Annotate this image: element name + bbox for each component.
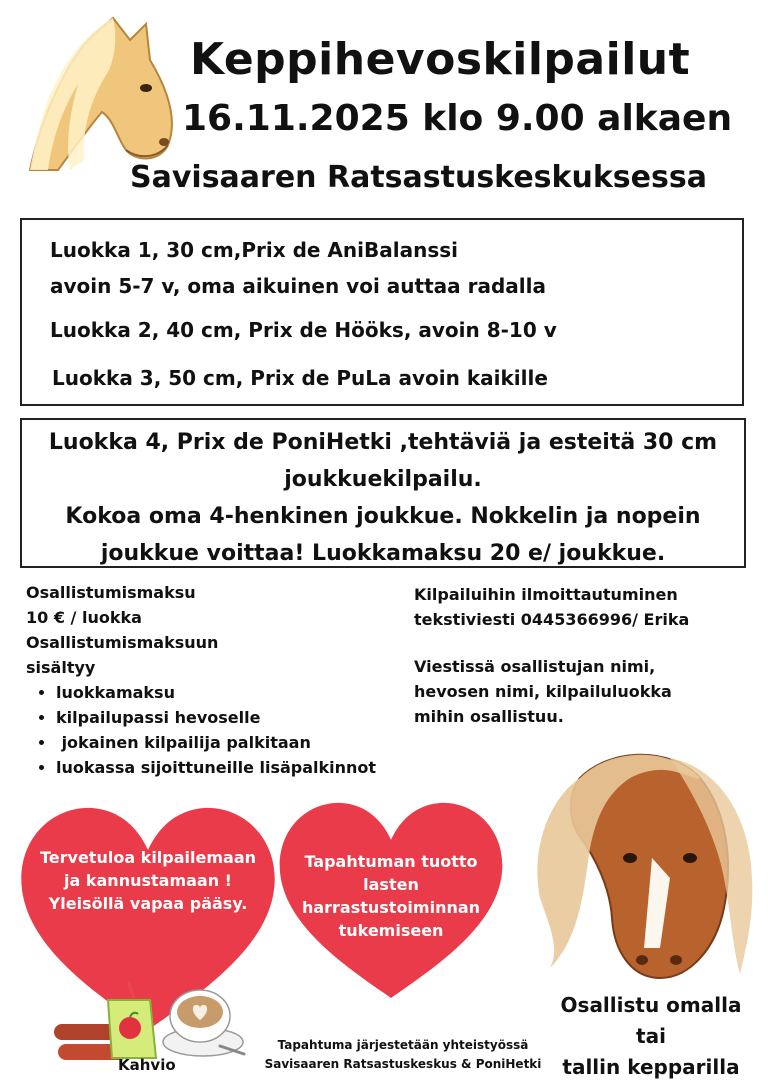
organizers-line-1: Tapahtuma järjestetään yhteistyössä xyxy=(277,1038,529,1052)
team-class-line-4: joukkue voittaa! Luokkamaksu 20 e/ joukkue. xyxy=(100,541,666,566)
list-item: • luokkamaksu xyxy=(56,680,396,705)
chestnut-horse-head-icon xyxy=(520,738,760,983)
join-note xyxy=(556,990,746,1083)
registration-section xyxy=(414,582,744,729)
list-item: • jokainen kilpailija palkitaan xyxy=(56,730,396,755)
registration-line-4: hevosen nimi, kilpailuluokka xyxy=(414,682,672,701)
palomino-horse-head-icon xyxy=(18,10,188,180)
heart-proceeds-line-2: lasten xyxy=(363,875,419,894)
registration-line-1: Kilpailuihin ilmoittautuminen xyxy=(414,585,678,604)
join-line-1: Osallistu omalla xyxy=(560,993,742,1017)
heart-proceeds-text xyxy=(268,850,514,942)
fees-amount: 10 € / luokka xyxy=(26,608,142,627)
cafe-label: Kahvio xyxy=(118,1056,176,1074)
list-item: • luokassa sijoittuneille lisäpalkinnot xyxy=(56,755,396,780)
fees-includes-2: sisältyy xyxy=(26,658,96,677)
class-2-line: Luokka 2, 40 cm, Prix de Hööks, avoin 8-10 v xyxy=(50,318,557,342)
heart-proceeds-line-1: Tapahtuman tuotto xyxy=(304,852,478,871)
join-line-2: tai xyxy=(636,1024,666,1048)
juice-box-icon xyxy=(100,982,162,1062)
team-class-line-3: Kokoa oma 4-henkinen joukkue. Nokkelin ja nopein xyxy=(65,504,701,529)
coffee-cup-icon xyxy=(160,976,246,1062)
class-3-line: Luokka 3, 50 cm, Prix de PuLa avoin kaikille xyxy=(52,366,548,390)
heart-welcome-line-3: Yleisöllä vapaa pääsy. xyxy=(48,894,248,913)
fees-section xyxy=(26,580,396,780)
heart-proceeds-line-3: harrastustoiminnan xyxy=(301,898,481,917)
list-item: • kilpailupassi hevoselle xyxy=(56,705,396,730)
join-line-3: tallin kepparilla xyxy=(562,1055,740,1079)
organizers-line-2: Savisaaren Ratsastuskeskus & PoniHetki xyxy=(264,1057,542,1071)
heart-welcome-text xyxy=(8,846,288,915)
event-venue: Savisaaren Ratsastuskeskuksessa xyxy=(130,160,707,195)
classes-box xyxy=(20,218,744,406)
registration-line-3: Viestissä osallistujan nimi, xyxy=(414,657,656,676)
heart-proceeds-line-4: tukemiseen xyxy=(338,921,444,940)
heart-welcome-line-2: ja kannustamaan ! xyxy=(64,871,232,890)
class-1-line: Luokka 1, 30 cm,Prix de AniBalanssi xyxy=(50,238,458,262)
registration-line-5: mihin osallistuu. xyxy=(414,707,564,726)
registration-line-2: tekstiviesti 0445366996/ Erika xyxy=(414,610,690,629)
fees-heading: Osallistumismaksu xyxy=(26,583,196,602)
team-class-box xyxy=(20,418,746,568)
organizers-note xyxy=(248,1036,558,1074)
fees-list xyxy=(26,680,396,780)
page-title: Keppihevoskilpailut xyxy=(190,34,691,85)
class-1-details: avoin 5-7 v, oma aikuinen voi auttaa radalla xyxy=(50,274,546,298)
fees-includes-1: Osallistumismaksuun xyxy=(26,633,219,652)
team-class-line-1: Luokka 4, Prix de PoniHetki ,tehtäviä ja esteitä 30 cm xyxy=(48,430,718,455)
event-date: 16.11.2025 klo 9.00 alkaen xyxy=(182,98,733,139)
team-class-line-2: joukkuekilpailu. xyxy=(284,467,482,492)
heart-welcome-line-1: Tervetuloa kilpailemaan xyxy=(39,848,257,867)
